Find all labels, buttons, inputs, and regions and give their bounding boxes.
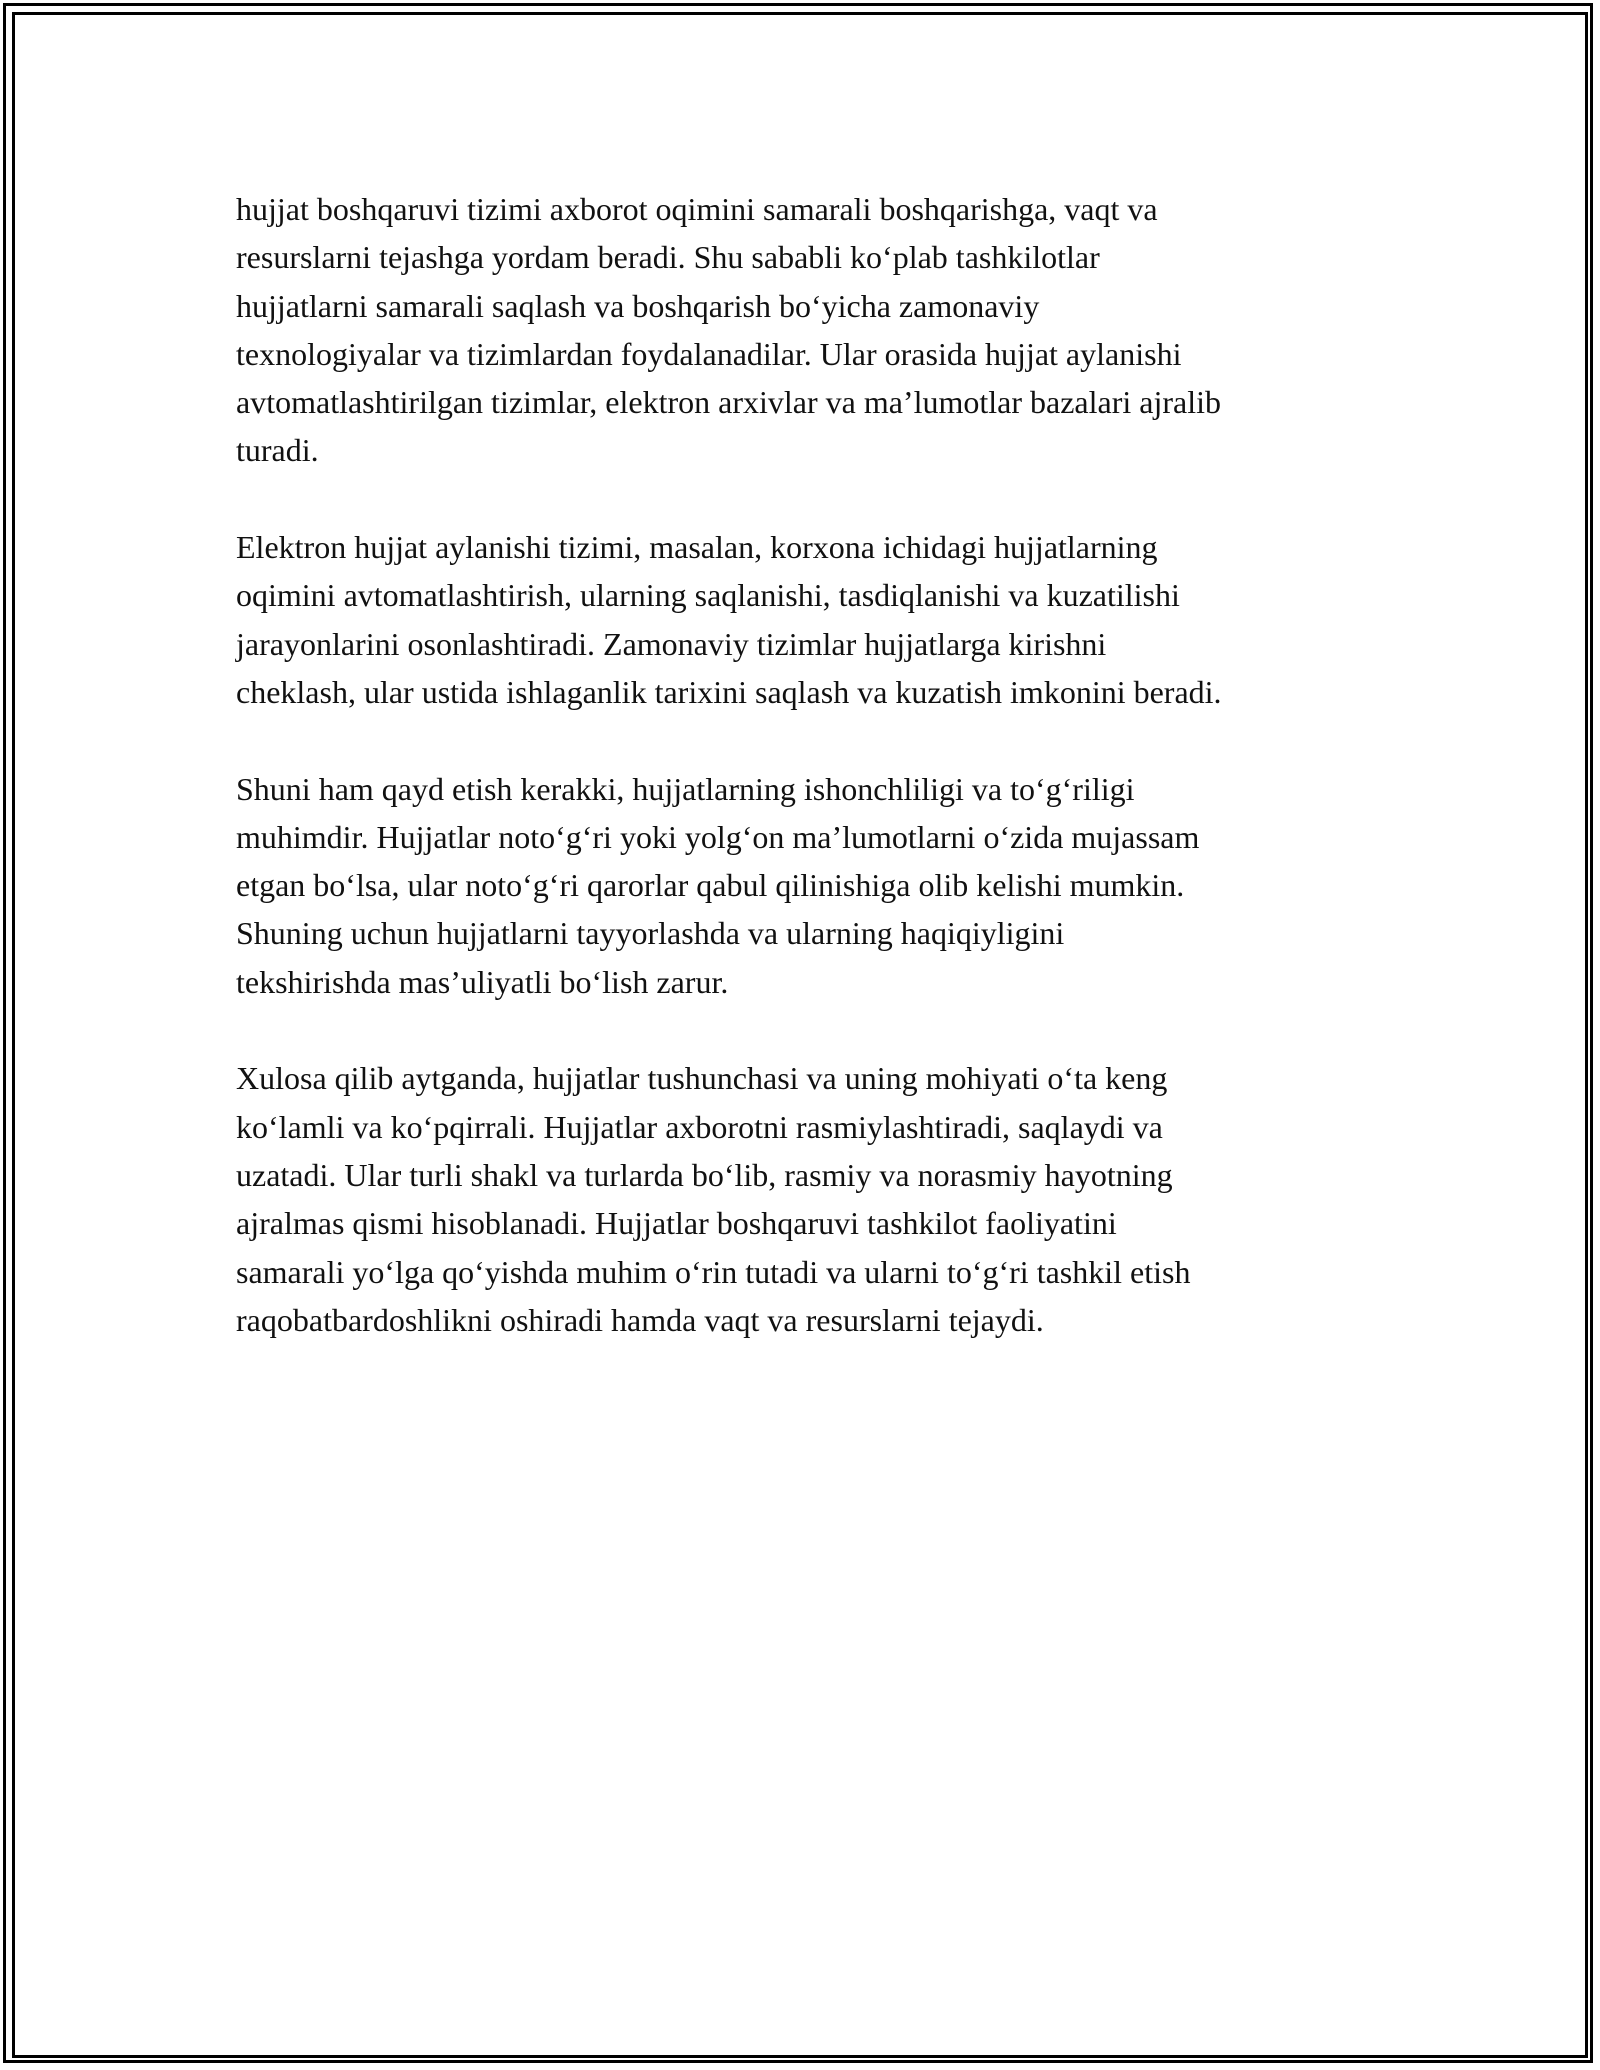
paragraph-electronic-workflow: Elektron hujjat aylanishi tizimi, masalan, korxona ichidagi hujjatlarning oqimini avtomatlashtirish, ularning saqlanishi, tasdiqlanishi va kuzatilishi jarayonlarini osonlashtiradi. Zamonaviy tizimlar hujjatlarga kirishni cheklash, ular ustida ishlaganlik tarixini saqlash va kuzatish imkonini beradi. — [236, 529, 1222, 710]
document-body — [236, 185, 1376, 1392]
paragraph-reliability: Shuni ham qayd etish kerakki, hujjatlarning ishonchliligi va to‘g‘riligi muhimdir. Hujjatlar noto‘g‘ri yoki yolg‘on ma’lumotlarni o‘zida mujassam etgan bo‘lsa, ular noto‘g‘ri qarorlar qabul qilinishiga olib kelishi mumkin. Shuning uchun hujjatlarni tayyorlashda va ularning haqiqiyligini tekshirishda mas’uliyatli bo‘lish zarur. — [236, 770, 1200, 1000]
paragraph-conclusion: Xulosa qilib aytganda, hujjatlar tushunchasi va uning mohiyati o‘ta keng ko‘lamli va ko‘pqirrali. Hujjatlar axborotni rasmiylashtiradi, saqlaydi va uzatadi. Ular turli shakl va turlarda bo‘lib, rasmiy va norasmiy hayotning ajralmas qismi hisoblanadi. Hujjatlar boshqaruvi tashkilot faoliyatini samarali yo‘lga qo‘yishda muhim o‘rin tutadi va ularni to‘g‘ri tashkil etish raqobatbardoshlikni oshiradi hamda vaqt va resurslarni tejaydi. — [236, 1060, 1191, 1338]
paragraph-document-management: hujjat boshqaruvi tizimi axborot oqimini samarali boshqarishga, vaqt va resurslarni tejashga yordam beradi. Shu sababli ko‘plab tashkilotlar hujjatlarni samarali saqlash va boshqarish bo‘yicha zamonaviy texnologiyalar va tizimlardan foydalanadilar. Ular orasida hujjat aylanishi avtomatlashtirilgan tizimlar, elektron arxivlar va ma’lumotlar bazalari ajralib turadi. — [236, 191, 1221, 469]
